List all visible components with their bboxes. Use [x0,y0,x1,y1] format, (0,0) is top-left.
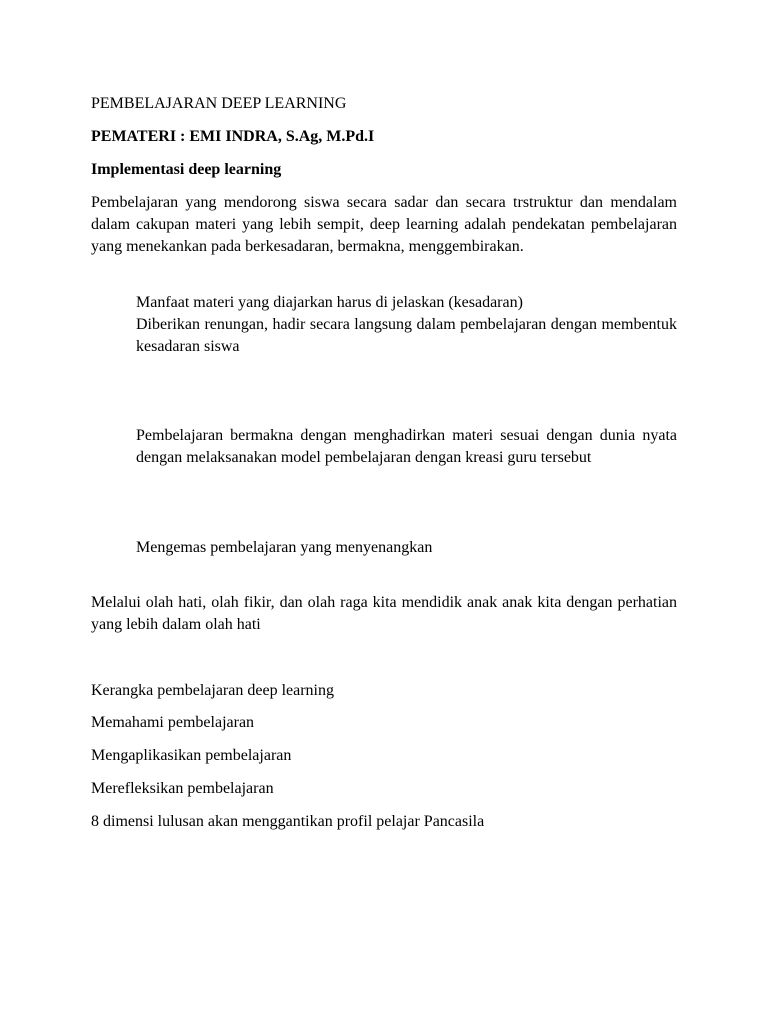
fun-learning-line: Mengemas pembelajaran yang menyenangkan [136,539,433,556]
reflection-paragraph: Diberikan renungan, hadir secara langsung dalam pembelajaran dengan membentuk kesadaran siswa [136,316,677,355]
framework-heading: Kerangka pembelajaran deep learning [91,682,334,699]
meaningful-paragraph: Pembelajaran bermakna dengan menghadirkan materi sesuai dengan dunia nyata dengan melaksanakan model pembelajaran dengan kreasi guru tersebut [136,427,677,466]
section-heading: Implementasi deep learning [91,161,282,178]
document-title: PEMBELAJARAN DEEP LEARNING [91,95,347,112]
framework-item: Merefleksikan pembelajaran [91,780,274,797]
presenter-line: PEMATERI : EMI INDRA, S.Ag, M.Pd.I [91,128,375,145]
heart-paragraph: Melalui olah hati, olah fikir, dan olah raga kita mendidik anak anak kita dengan perhatian yang lebih dalam olah hati [91,594,677,633]
benefit-line: Manfaat materi yang diajarkan harus di jelaskan (kesadaran) [136,294,523,311]
framework-item: Mengaplikasikan pembelajaran [91,747,292,764]
intro-paragraph: Pembelajaran yang mendorong siswa secara sadar dan secara trstruktur dan mendalam dalam cakupan materi yang lebih sempit, deep learning adalah pendekatan pembelajaran yang menekankan pada berkesadaran, bermakna, menggembirakan. [91,194,677,255]
framework-item: 8 dimensi lulusan akan menggantikan profil pelajar Pancasila [91,813,485,830]
framework-item: Memahami pembelajaran [91,714,255,731]
